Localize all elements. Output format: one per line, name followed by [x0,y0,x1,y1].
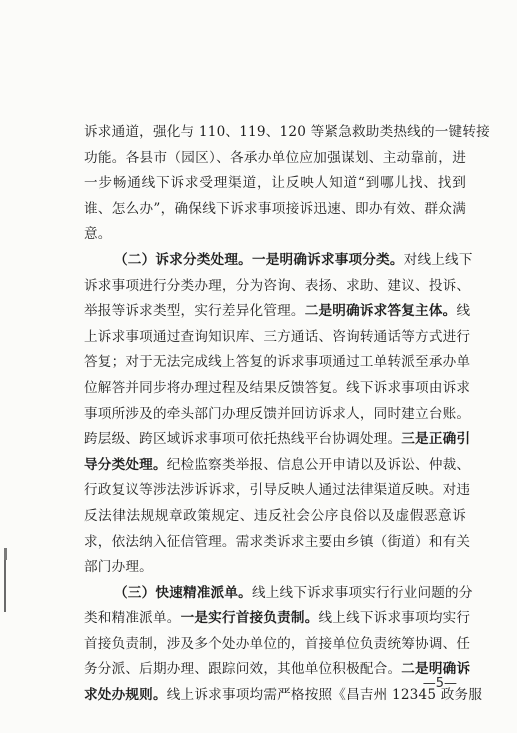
text-line [84,376,471,402]
text-run: 首接负责制，涉及多个处办单位的，首接单位负责统筹协调、任 [84,635,471,652]
text-line [84,606,471,632]
text-line [84,581,473,607]
page-number: —5— [422,676,457,691]
bold-text-run: 导分类处理。 [84,456,167,473]
text-run: 答复；对于无法完成线上答复的诉求事项通过工单转派至承办单 [84,354,471,371]
text-line [84,683,483,709]
text-line [84,427,471,453]
text-line [84,530,471,556]
text-line [84,146,466,172]
text-run: 线上线下诉求事项均实行 [318,610,471,627]
text-line [84,222,466,248]
text-run: 诉求事项进行分类办理，分为咨询、表扬、求助、建议、投诉、 [84,277,471,294]
text-run: 功能。各县市（园区）、各承办单位应加强谋划、主动靠前，进 [84,149,466,166]
text-line [84,248,473,274]
text-run: 跨层级、跨区域诉求事项可依托热线平台协调处理。 [84,431,402,448]
text-run: 事项所涉及的牵头部门办理反馈并回访诉求人，同时建立台账。 [84,405,471,422]
text-run: 类和精准派单。 [84,610,181,627]
text-run: 反法律法规规章政策规定、违反社会公序良俗以及虚假恶意诉 [84,507,466,524]
text-line [84,632,471,658]
text-line [84,504,466,530]
text-line [84,197,466,223]
text-line [84,171,466,197]
text-line [84,402,471,428]
text-run: 意。 [84,226,112,243]
text-run: 部门办理。 [84,559,153,576]
text-line [84,120,490,146]
text-run: 诉求通道，强化与 110、119、120 等紧急救助类热线的一键转接 [84,124,490,140]
bold-text-run: 三是正确引 [401,431,471,448]
text-run: 行政复议等涉法涉诉诉求，引导反映人通过法律渠道反映。对违 [84,482,471,499]
bold-text-run: （二）诉求分类处理。 [114,251,252,268]
bold-text-run: 一是明确诉求事项分类。 [251,251,404,268]
bold-text-run: 一是实行首接负责制。 [180,610,319,627]
text-run: 谁、怎么办”，确保线下诉求事项接诉迅速、即办有效、群众满 [84,200,466,217]
text-run: 线上线下诉求事项实行行业问题的分 [251,584,473,601]
text-line [84,555,466,581]
bold-text-run: 二是明确诉求答复主体。 [304,303,457,320]
text-run: 对线上线下 [403,251,473,268]
text-line [84,325,471,351]
scan-edge-tick [4,548,7,560]
text-run: 线 [456,303,471,320]
bold-text-run: 求处办规则。 [84,687,167,704]
text-run: 务分派、后期办理、跟踪问效，其他单位积极配合。 [84,661,402,678]
text-run: 纪检监察类举报、信息公开申请以及诉讼、仲裁、 [166,456,471,473]
scan-edge-mark [4,560,6,612]
text-line [84,478,471,504]
text-run: 求，依法纳入征信管理。需求类诉求主要由乡镇（街道）和有关 [84,533,471,550]
text-run: 线上诉求事项均需严格按照《昌吉州 12345 政务服 [166,687,483,704]
text-line [84,453,471,479]
text-line [84,657,471,683]
text-run: 位解答并同步将办理过程及结果反馈答复。线下诉求事项由诉求 [84,379,471,396]
text-line [84,350,471,376]
text-run: 举报等诉求类型，实行差异化管理。 [84,303,305,320]
text-run: 上诉求事项通过查询知识库、三方通话、咨询转通话等方式进行 [84,328,471,345]
bold-text-run: 二是明确诉 [401,661,471,678]
text-run: 一步畅通线下诉求受理渠道，让反映人知道“到哪儿找、找到 [84,175,466,192]
text-line [84,274,471,300]
text-line [84,299,471,325]
bold-text-run: （三）快速精准派单。 [114,584,252,601]
body-text [84,120,490,709]
